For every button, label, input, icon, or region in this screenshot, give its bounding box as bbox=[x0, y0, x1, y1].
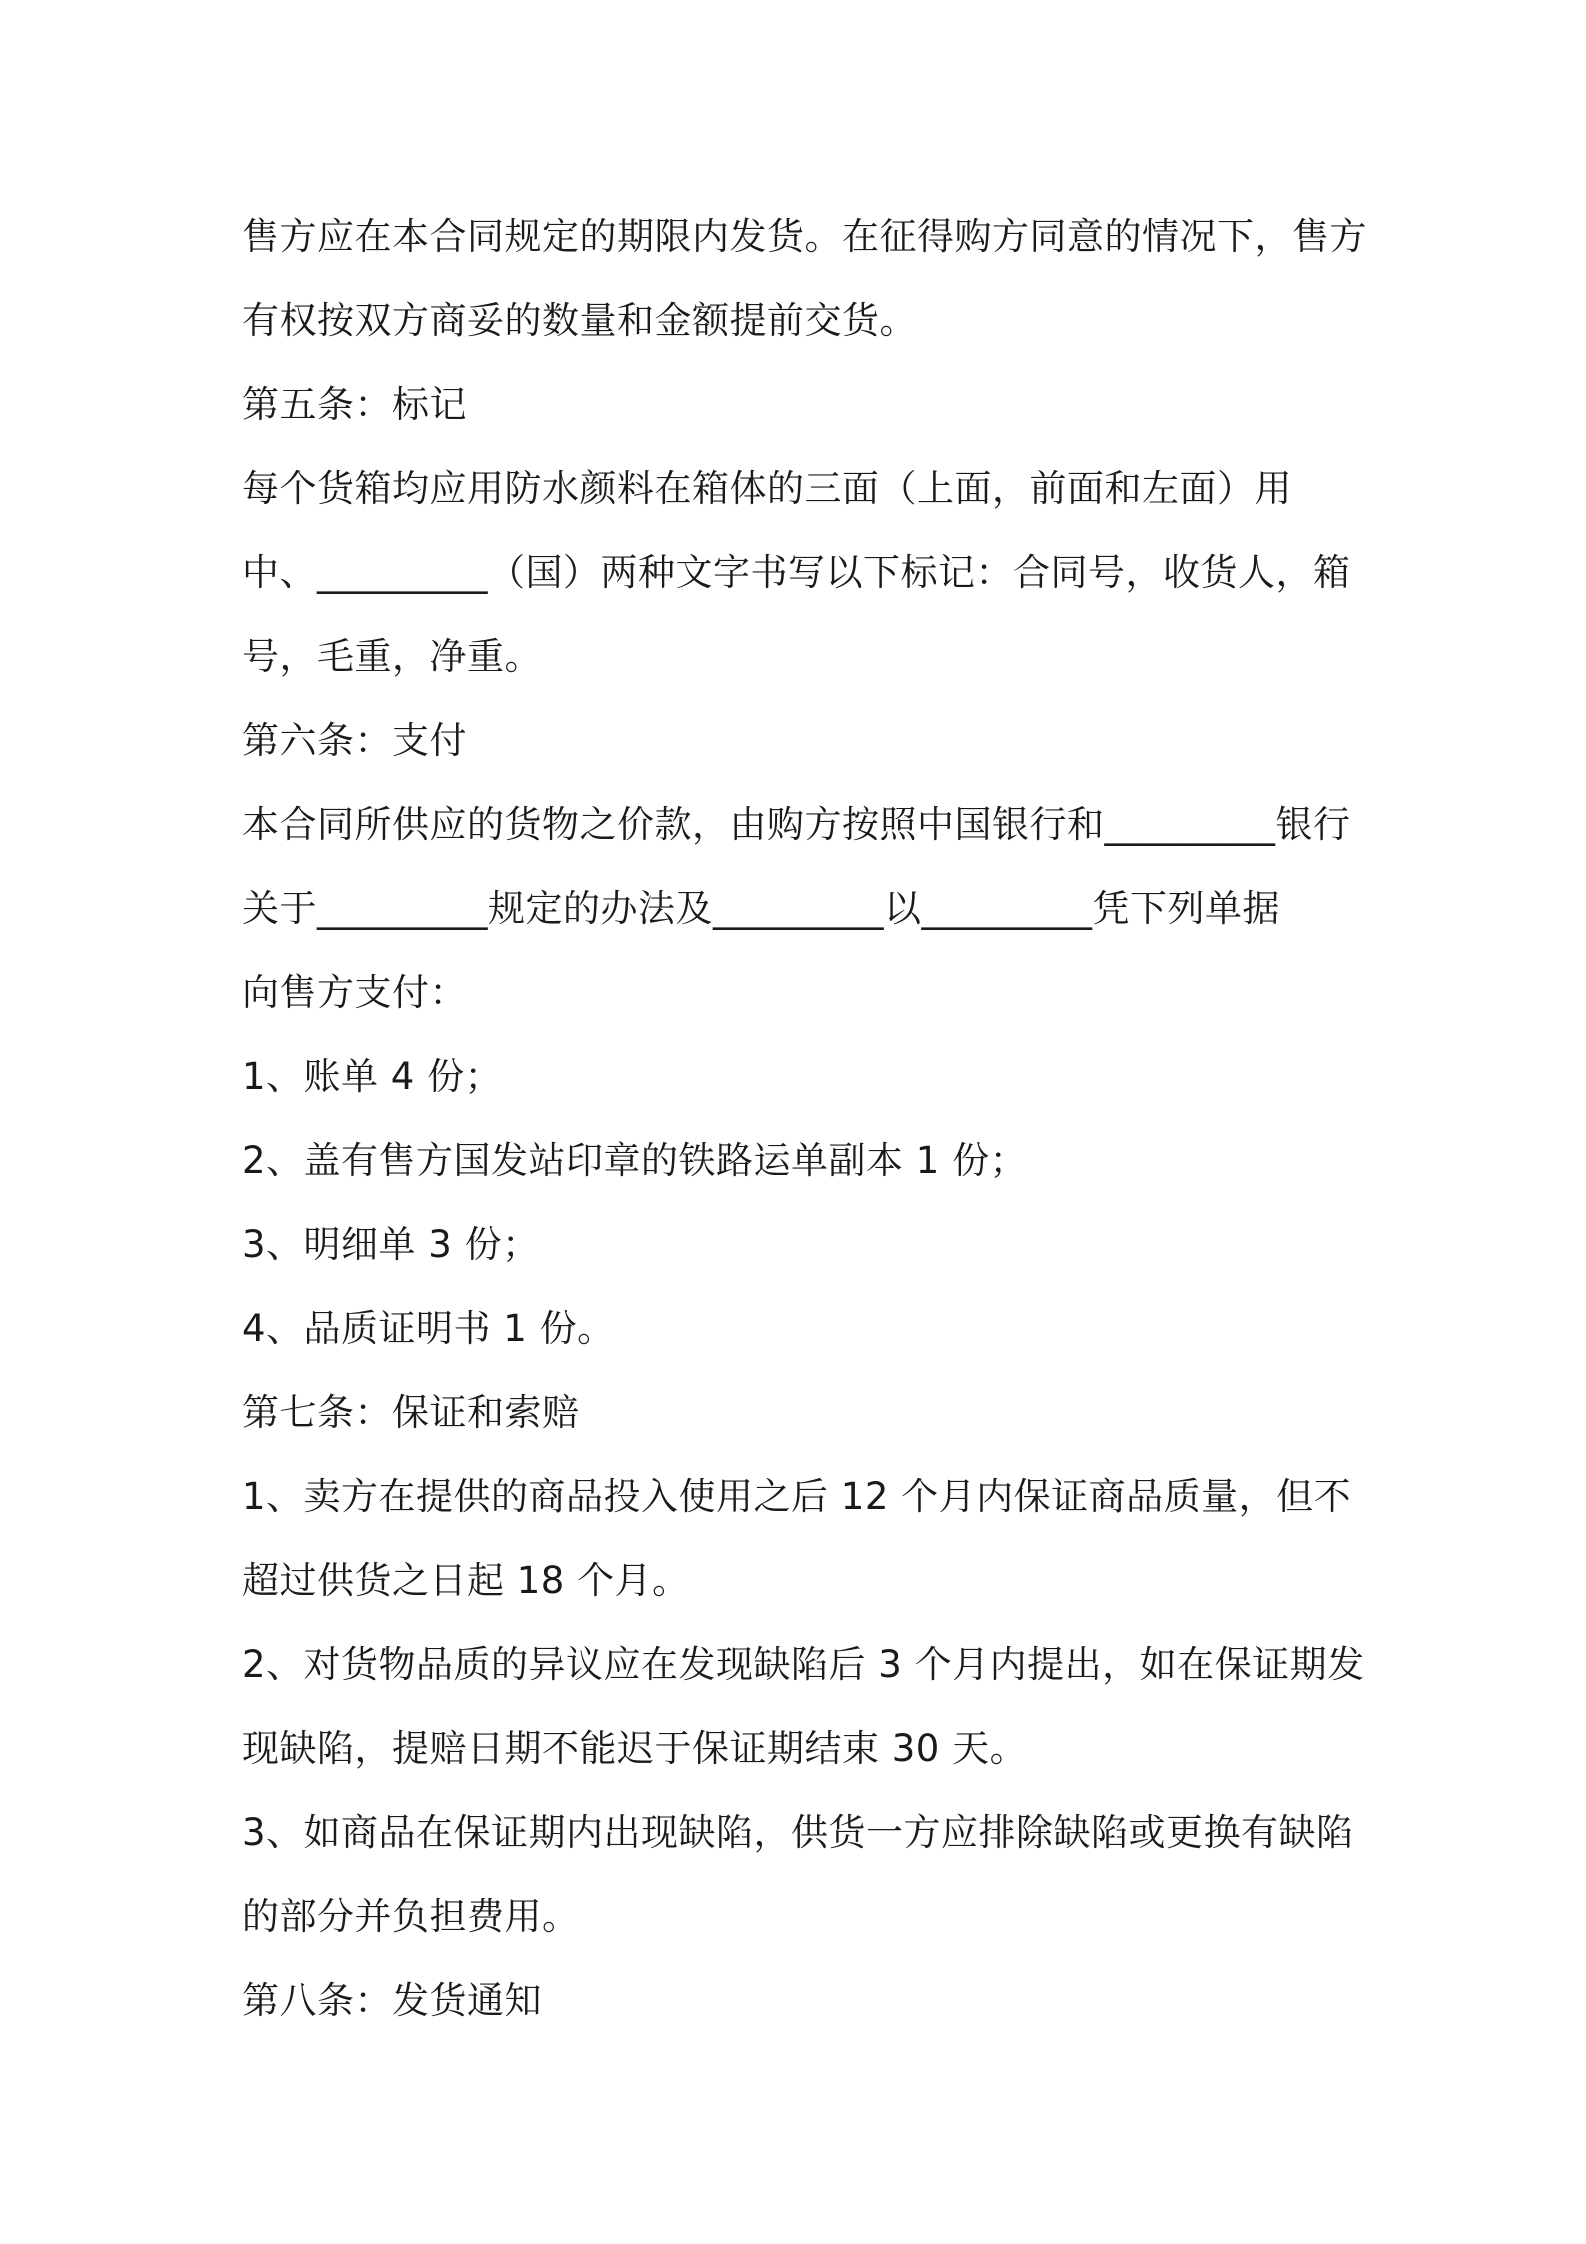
list-item: 1、卖方在提供的商品投入使用之后 12 个月内保证商品质量，但不 bbox=[242, 1475, 1352, 1518]
text-line: 中、_________（国）两种文字书写以下标记：合同号，收货人，箱 bbox=[242, 551, 1351, 594]
text-line: 有权按双方商妥的数量和金额提前交货。 bbox=[242, 299, 917, 342]
list-item: 2、对货物品质的异议应在发现缺陷后 3 个月内提出，如在保证期发 bbox=[242, 1643, 1365, 1686]
section-heading-article-7: 第七条：保证和索赔 bbox=[242, 1391, 580, 1434]
list-item: 4、品质证明书 1 份。 bbox=[242, 1307, 615, 1350]
text-line: 售方应在本合同规定的期限内发货。在征得购方同意的情况下，售方 bbox=[242, 215, 1367, 258]
section-heading-article-5: 第五条：标记 bbox=[242, 383, 467, 426]
text-line: 本合同所供应的货物之价款，由购方按照中国银行和_________银行 bbox=[242, 803, 1351, 846]
list-item: 3、如商品在保证期内出现缺陷，供货一方应排除缺陷或更换有缺陷 bbox=[242, 1811, 1354, 1854]
section-heading-article-8: 第八条：发货通知 bbox=[242, 1979, 542, 2022]
list-item: 2、盖有售方国发站印章的铁路运单副本 1 份； bbox=[242, 1139, 1028, 1182]
text-line: 每个货箱均应用防水颜料在箱体的三面（上面，前面和左面）用 bbox=[242, 467, 1292, 510]
text-line: 超过供货之日起 18 个月。 bbox=[242, 1559, 690, 1602]
text-line: 的部分并负担费用。 bbox=[242, 1895, 580, 1938]
list-item: 3、明细单 3 份； bbox=[242, 1223, 540, 1266]
section-heading-article-6: 第六条：支付 bbox=[242, 719, 467, 762]
text-line: 号，毛重，净重。 bbox=[242, 635, 542, 678]
list-item: 1、账单 4 份； bbox=[242, 1055, 503, 1098]
text-line: 关于_________规定的办法及_________以_________凭下列单据 bbox=[242, 887, 1280, 930]
text-line: 现缺陷，提赔日期不能迟于保证期结束 30 天。 bbox=[242, 1727, 1028, 1770]
text-line: 向售方支付： bbox=[242, 971, 467, 1014]
contract-text bbox=[242, 195, 1367, 2043]
